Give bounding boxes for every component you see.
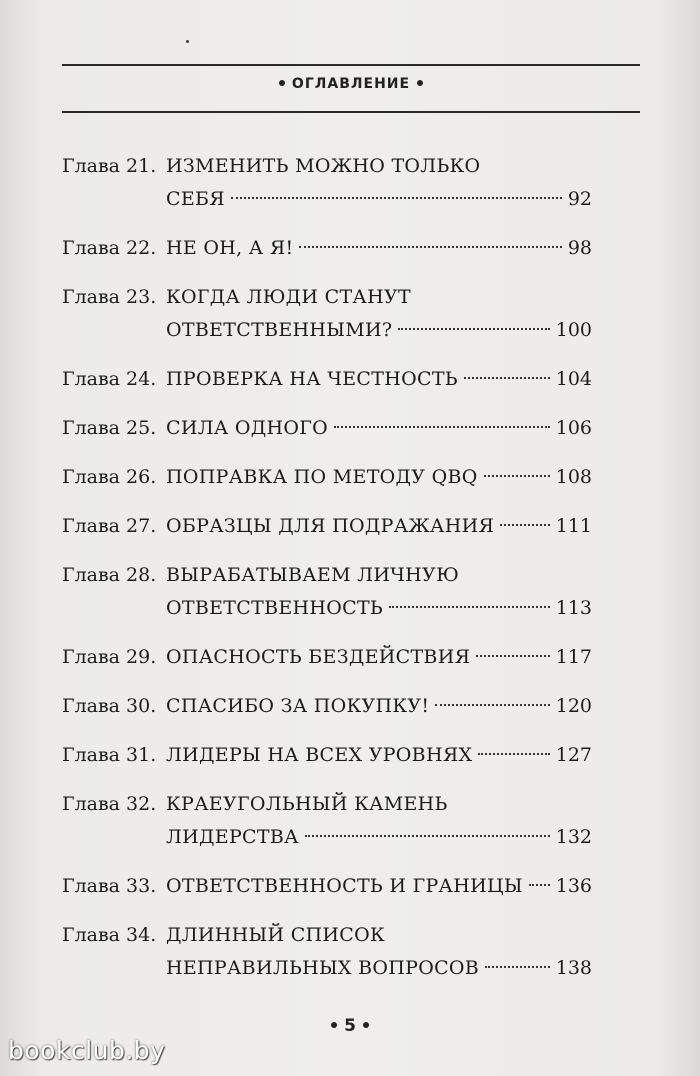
chapter-page-number: 132: [555, 826, 592, 848]
watermark: bookclub.by: [8, 1036, 166, 1065]
chapter-page-number: 104: [555, 368, 592, 390]
chapter-title: ОТВЕТСТВЕННОСТЬ: [166, 597, 384, 619]
dot-leader: [478, 753, 549, 755]
chapter-number: Глава 21.: [62, 155, 157, 177]
header-rule-bottom: [62, 111, 640, 113]
bullet-dot-icon: [417, 80, 423, 86]
dot-leader: [529, 884, 550, 886]
page-number: 5: [344, 1016, 356, 1036]
dot-leader: [485, 966, 550, 968]
section-header: [62, 76, 640, 92]
chapter-title: СИЛА ОДНОГО: [166, 417, 329, 439]
dot-leader: [484, 475, 550, 477]
toc-line: [62, 314, 592, 347]
toc-line: [62, 870, 592, 903]
chapter-number: Глава 22.: [62, 237, 157, 259]
chapter-title: КРАЕУГОЛЬНЫЙ КАМЕНЬ: [166, 793, 448, 815]
chapter-number: Глава 24.: [62, 368, 157, 390]
dot-leader: [305, 835, 550, 837]
toc-entry: [62, 363, 592, 396]
dot-leader: [500, 524, 550, 526]
toc-entry: [62, 739, 592, 772]
chapter-title: НЕПРАВИЛЬНЫХ ВОПРОСОВ: [166, 957, 480, 979]
toc-entry: [62, 412, 592, 445]
dot-leader: [231, 197, 562, 199]
toc-line: [62, 412, 592, 445]
chapter-title: ИЗМЕНИТЬ МОЖНО ТОЛЬКО: [166, 155, 481, 177]
dot-leader: [334, 426, 550, 428]
toc-line: [62, 821, 592, 854]
chapter-title: ПРОВЕРКА НА ЧЕСТНОСТЬ: [166, 368, 458, 390]
toc-line: [62, 363, 592, 396]
dot-leader: [299, 246, 561, 248]
chapter-page-number: 127: [555, 744, 592, 766]
chapter-number: Глава 29.: [62, 646, 157, 668]
toc-entry: [62, 559, 592, 625]
dot-leader: [435, 704, 549, 706]
chapter-number: Глава 31.: [62, 744, 157, 766]
header-rule-top: [62, 64, 640, 66]
dot-leader: [464, 377, 550, 379]
chapter-title: ВЫРАБАТЫВАЕМ ЛИЧНУЮ: [166, 564, 460, 586]
chapter-title: ДЛИННЫЙ СПИСОК: [166, 924, 386, 946]
toc-entry: [62, 919, 592, 985]
toc-line: [62, 788, 592, 821]
chapter-title: ОТВЕТСТВЕННОСТЬ И ГРАНИЦЫ: [166, 875, 523, 897]
chapter-title: СЕБЯ: [166, 188, 225, 210]
table-of-contents: [62, 150, 592, 1001]
chapter-page-number: 113: [555, 597, 592, 619]
bullet-dot-icon: [363, 1022, 369, 1028]
chapter-page-number: 108: [555, 466, 592, 488]
chapter-number: Глава 27.: [62, 515, 157, 537]
chapter-number: Глава 34.: [62, 924, 157, 946]
chapter-title: КОГДА ЛЮДИ СТАНУТ: [166, 286, 411, 308]
toc-line: [62, 281, 592, 314]
bullet-dot-icon: [279, 80, 285, 86]
toc-entry: [62, 232, 592, 265]
chapter-number: Глава 30.: [62, 695, 157, 717]
chapter-page-number: 136: [555, 875, 592, 897]
toc-entry: [62, 870, 592, 903]
chapter-title: ЛИДЕРЫ НА ВСЕХ УРОВНЯХ: [166, 744, 473, 766]
toc-entry: [62, 641, 592, 674]
chapter-page-number: 117: [555, 646, 592, 668]
toc-entry: [62, 281, 592, 347]
toc-line: [62, 690, 592, 723]
chapter-page-number: 138: [555, 957, 592, 979]
chapter-page-number: 92: [567, 188, 592, 210]
toc-line: [62, 150, 592, 183]
dot-leader: [398, 328, 549, 330]
toc-line: [62, 952, 592, 985]
toc-entry: [62, 150, 592, 216]
chapter-number: Глава 25.: [62, 417, 157, 439]
chapter-number: Глава 26.: [62, 466, 157, 488]
chapter-title: НЕ ОН, А Я!: [166, 237, 294, 259]
chapter-page-number: 106: [555, 417, 592, 439]
toc-entry: [62, 690, 592, 723]
chapter-title: СПАСИБО ЗА ПОКУПКУ!: [166, 695, 430, 717]
toc-entry: [62, 510, 592, 543]
chapter-title: ЛИДЕРСТВА: [166, 826, 299, 848]
chapter-number: Глава 32.: [62, 793, 157, 815]
chapter-title: ПОПРАВКА ПО МЕТОДУ QBQ: [166, 466, 478, 488]
chapter-page-number: 98: [567, 237, 592, 259]
chapter-number: Глава 28.: [62, 564, 157, 586]
print-speck: [186, 40, 189, 43]
chapter-number: Глава 33.: [62, 875, 157, 897]
header-title: ОГЛАВЛЕНИЕ: [291, 76, 411, 92]
toc-line: [62, 592, 592, 625]
chapter-page-number: 120: [555, 695, 592, 717]
chapter-title: ОПАСНОСТЬ БЕЗДЕЙСТВИЯ: [166, 646, 471, 668]
dot-leader: [476, 655, 550, 657]
toc-line: [62, 232, 592, 265]
chapter-title: ОБРАЗЦЫ ДЛЯ ПОДРАЖАНИЯ: [166, 515, 495, 537]
toc-line: [62, 641, 592, 674]
toc-line: [62, 559, 592, 592]
toc-entry: [62, 788, 592, 854]
toc-line: [62, 510, 592, 543]
toc-entry: [62, 461, 592, 494]
chapter-number: Глава 23.: [62, 286, 157, 308]
toc-line: [62, 461, 592, 494]
chapter-title: ОТВЕТСТВЕННЫМИ?: [166, 319, 393, 341]
chapter-page-number: 111: [555, 515, 592, 537]
chapter-page-number: 100: [555, 319, 592, 341]
toc-line: [62, 739, 592, 772]
page-folio: [0, 1016, 700, 1036]
dot-leader: [389, 606, 550, 608]
bullet-dot-icon: [331, 1022, 337, 1028]
toc-line: [62, 183, 592, 216]
toc-line: [62, 919, 592, 952]
